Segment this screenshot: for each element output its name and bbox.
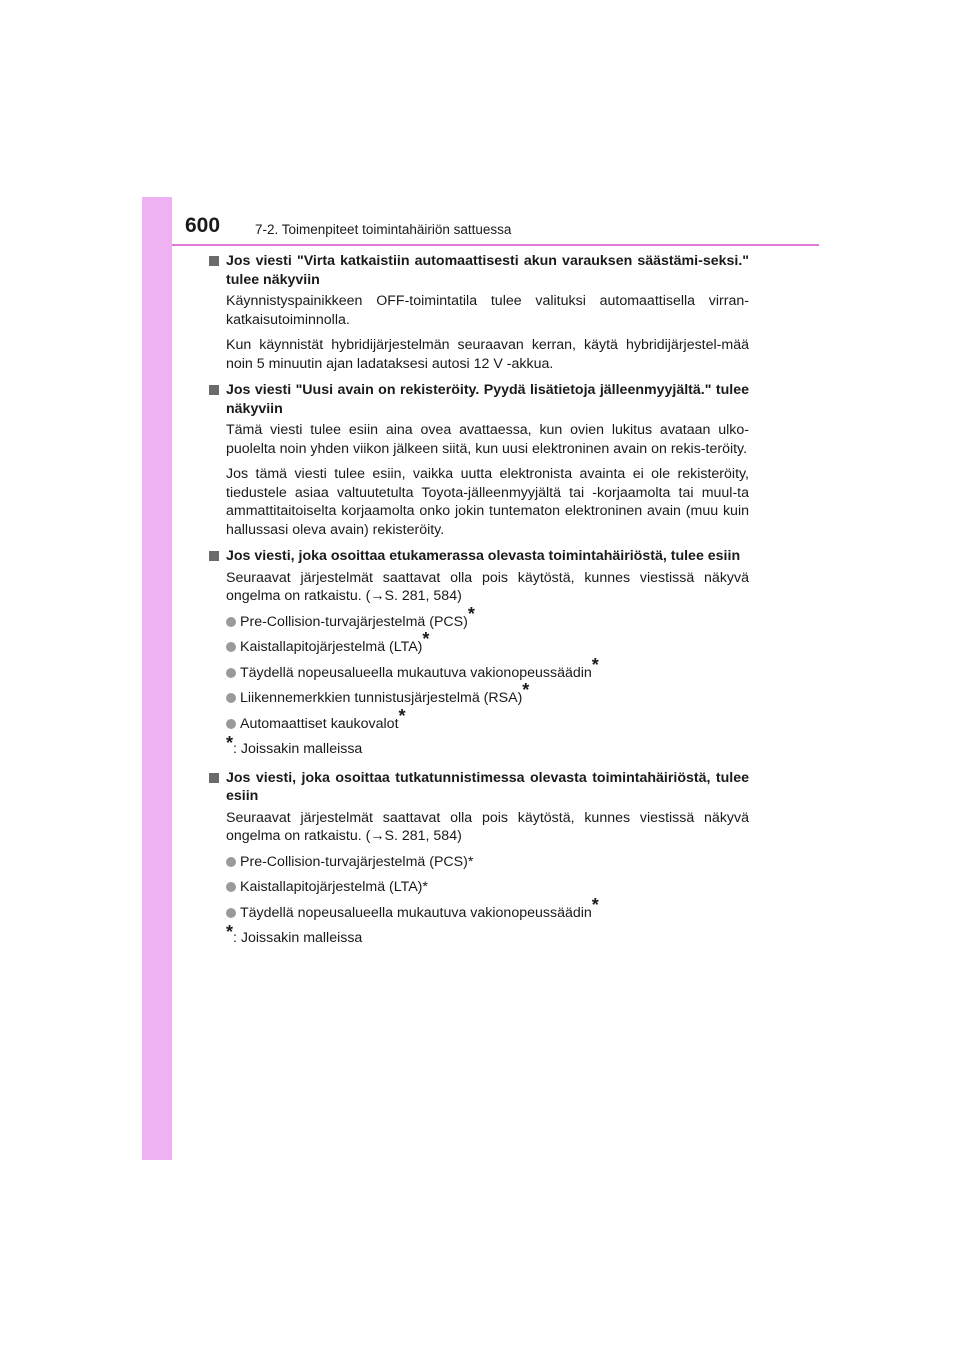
circle-bullet-icon [226, 857, 236, 867]
paragraph-text: Seuraavat järjestelmät saattavat olla pois käytöstä, kunnes viestissä näkyvä ongelma on ratkaistu. ( [226, 809, 749, 844]
footnote-asterisk: * [226, 922, 234, 942]
asterisk-mark: * [422, 629, 430, 649]
section-front-camera-malfunction [209, 547, 749, 759]
list-item-text: Kaistallapitojärjestelmä (LTA)* [240, 879, 428, 895]
list-item [226, 603, 749, 632]
list-item [226, 894, 749, 923]
circle-bullet-icon [226, 617, 236, 627]
paragraph: Jos tämä viesti tulee esiin, vaikka uutta elektronista avainta ei ole rekisteröity, tiedustele asiaa valtuutetulta Toyota-jälleenmyyjältä tai -korjaamolta tai muul-ta ammattitaitoiselta korjaamolta onko jokin tuntematon elektroninen avain (muu kuin hallussasi oleva avain) rekisteröity. [226, 466, 749, 538]
paragraph-text: Seuraavat järjestelmät saattavat olla pois käytöstä, kunnes viestissä näkyvä ongelma on ratkaistu. ( [226, 569, 749, 604]
chapter-tab-sidebar [142, 197, 172, 1160]
list-item-text: Kaistallapitojärjestelmä (LTA) [240, 639, 423, 655]
square-bullet-icon [209, 256, 219, 266]
paragraph [226, 569, 749, 606]
section-heading: Jos viesti, joka osoittaa etukamerassa olevasta toimintahäiriöstä, tulee esiin [226, 548, 741, 564]
page-content [209, 252, 749, 958]
list-item-text: Automaattiset kaukovalot [240, 715, 399, 732]
asterisk-mark: * [522, 680, 530, 700]
chapter-title: 7-2. Toimenpiteet toimintahäiriön sattuessa [255, 222, 512, 237]
list-item-text: Pre-Collision-turvajärjestelmä (PCS) [240, 613, 468, 630]
paragraph: Kun käynnistät hybridijärjestelmän seuraavan kerran, käytä hybridijärjestel-mää noin 5 minuutin ajan ladataksesi autosi 12 V -akkua. [226, 337, 749, 372]
list-item [226, 654, 749, 683]
circle-bullet-icon [226, 908, 236, 918]
asterisk-mark: * [591, 894, 599, 915]
arrow-right-icon: → [370, 588, 385, 604]
list-item-text: Täydellä nopeusalueella mukautuva vakionopeussäädin [240, 664, 592, 681]
list-item [226, 878, 749, 897]
circle-bullet-icon [226, 642, 236, 652]
list-item [226, 853, 749, 872]
page-reference: S. 281, 584) [384, 588, 462, 604]
section-power-off-message [209, 252, 749, 373]
page-number: 600 [185, 214, 221, 237]
section-heading: Jos viesti "Uusi avain on rekisteröity. Pyydä lisätietoja jälleenmyyjältä." tulee näkyviin [226, 382, 749, 417]
asterisk-mark: * [591, 654, 599, 675]
footnote [226, 922, 749, 948]
footnote-text: : Joissakin malleissa [233, 741, 363, 757]
section-heading: Jos viesti, joka osoittaa tutkatunnistimessa olevasta toimintahäiriöstä, tulee esiin [226, 769, 749, 804]
list-item-text: Liikennemerkkien tunnistusjärjestelmä (RSA) [240, 690, 523, 706]
list-item-text: Pre-Collision-turvajärjestelmä (PCS)* [240, 853, 474, 870]
header-divider [172, 244, 819, 246]
paragraph [226, 809, 749, 846]
footnote [226, 733, 749, 759]
footnote-text: : Joissakin malleissa [233, 930, 363, 946]
section-radar-sensor-malfunction [209, 769, 749, 948]
paragraph: Käynnistyspainikkeen OFF-toimintatila tulee valituksi automaattisella virran-katkaisutoiminnolla. [226, 293, 749, 328]
footnote-asterisk: * [226, 733, 234, 753]
circle-bullet-icon [226, 719, 236, 729]
square-bullet-icon [209, 385, 219, 395]
square-bullet-icon [209, 551, 219, 561]
asterisk-mark: * [398, 705, 406, 726]
list-item [226, 680, 749, 708]
section-heading: Jos viesti "Virta katkaistiin automaattisesti akun varauksen säästämi-seksi." tulee näkyviin [226, 253, 749, 288]
circle-bullet-icon [226, 668, 236, 678]
section-new-key-message [209, 381, 749, 539]
list-item [226, 705, 749, 734]
arrow-right-icon: → [370, 828, 385, 844]
list-item-text: Täydellä nopeusalueella mukautuva vakionopeussäädin [240, 904, 592, 921]
circle-bullet-icon [226, 882, 236, 892]
paragraph: Tämä viesti tulee esiin aina ovea avattaessa, kun ovien lukitus avataan ulko-puolelta noin yhden viikon jälkeen siitä, kun uusi elektroninen avain on rekis-teröity. [226, 422, 749, 457]
list-item [226, 629, 749, 657]
circle-bullet-icon [226, 693, 236, 703]
square-bullet-icon [209, 773, 219, 783]
page-reference: S. 281, 584) [384, 828, 462, 844]
asterisk-mark: * [467, 603, 475, 624]
